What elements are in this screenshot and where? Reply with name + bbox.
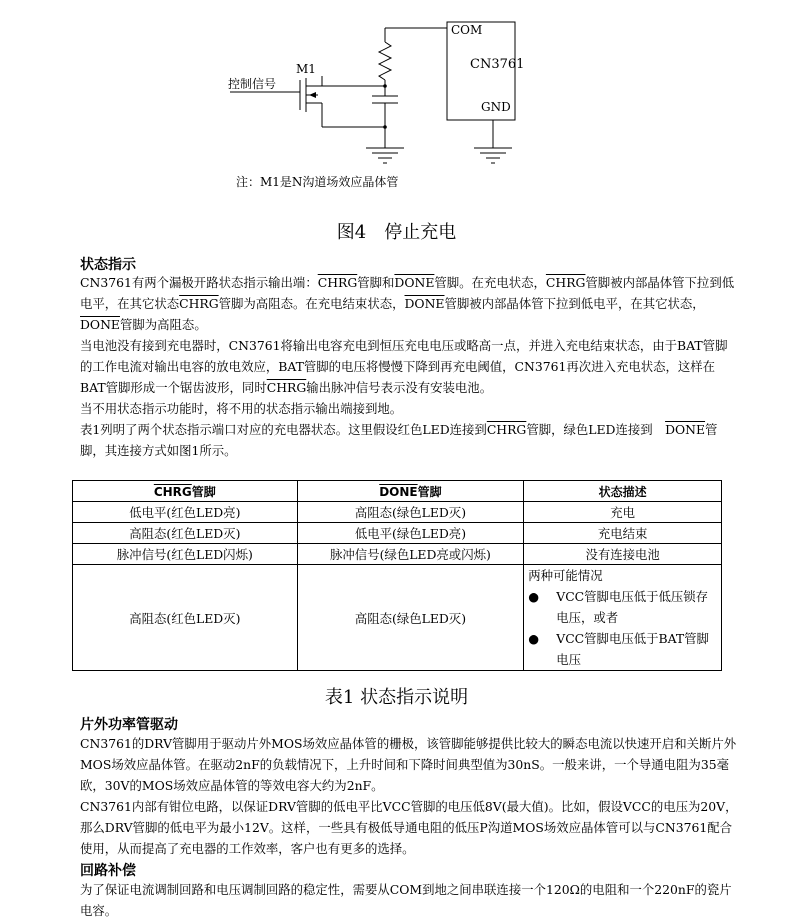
bullet-item: ● VCC管脚电压低于BAT管脚电压: [528, 628, 717, 670]
table-row: [73, 502, 722, 523]
figure-caption: 图4 停止充电: [336, 222, 457, 243]
driver-paragraph-1: CN3761的DRV管脚用于驱动片外MOS场效应晶体管的栅极，该管脚能够提供比较大的瞬态电流以快速开启和关断片外MOS场效应晶体管。在驱动2nF的负载情况下，上升时间和下降时间典型值为30nS。一般来讲，一个导通电阻为35毫欧，30V的MOS场效应晶体管的等效电容大约为2nF。: [80, 736, 737, 793]
status-paragraph-1: CN3761有两个漏极开路状态指示输出端：CHRG管脚和DONE管脚。在充电状态，CHRG管脚被内部晶体管下拉到低电平，在其它状态CHRG管脚为高阻态。在充电结束状态，DONE管脚被内部晶体管下拉到低电平，在其它状态， DONE管脚为高阻态。: [80, 275, 735, 332]
bullet-icon: ●: [528, 631, 540, 646]
table-cell: 低电平(绿色LED亮): [297, 523, 524, 544]
header-chrg: CHRG管脚: [73, 481, 298, 502]
table-cell: 脉冲信号(红色LED闪烁): [73, 544, 298, 565]
header-done: DONE管脚: [297, 481, 524, 502]
driver-paragraph-2: CN3761内部有钳位电路，以保证DRV管脚的低电平比VCC管脚的电压低8V(最大值)。比如，假设VCC的电压为20V，那么DRV管脚的低电平为最小12V。这样，一些具有极低导通电阻的低压P沟道MOS场效应晶体管可以与CN3761配合使用，从而提高了充电器的工作效率，客户也有更多的选择。: [80, 799, 738, 856]
done-pin-name: DONE: [80, 317, 120, 332]
table-cell: 高阻态(红色LED灭): [73, 523, 298, 544]
loop-section-title: 回路补偿: [80, 863, 136, 879]
figure-note: 注：M1是N沟道场效应晶体管: [236, 175, 399, 189]
status-section-title: 状态指示: [80, 257, 136, 273]
table-cell-description: [524, 565, 722, 671]
stop-charge-circuit: [0, 0, 793, 200]
resistor-symbol: [379, 42, 391, 80]
header-status: 状态描述: [524, 481, 722, 502]
done-pin-name: DONE: [665, 422, 706, 437]
chrg-pin-name: CHRG: [317, 275, 358, 290]
status-paragraph-2: 当电池没有接到充电器时，CN3761将输出电容充电到恒压充电电压或略高一点，并进入充电结束状态，由于BAT管脚的工作电流对输出电容的放电效应，BAT管脚的电压将慢慢下降到再充电阈值，CN3761再次进入充电状态，这样在BAT管脚形成一个锯齿波形，同时CHRG输出脉冲信号表示没有安装电池。: [80, 338, 728, 395]
bullet-item: ● VCC管脚电压低于低压锁存电压，或者: [528, 586, 717, 628]
status-paragraph-4: 表1列明了两个状态指示端口对应的充电器状态。这里假设红色LED连接到CHRG管脚，绿色LED连接到 DONE管脚，其连接方式如图1所示。: [80, 422, 718, 458]
chrg-pin-name: CHRG: [486, 422, 527, 437]
status-table: [72, 480, 722, 671]
table-cell: 高阻态(绿色LED灭): [297, 502, 524, 523]
table-cell: 充电: [524, 502, 722, 523]
table-cell: 脉冲信号(绿色LED亮或闪烁): [297, 544, 524, 565]
loop-paragraph-1: 为了保证电流调制回路和电压调制回路的稳定性，需要从COM到地之间串联连接一个120Ω的电阻和一个220nF的瓷片电容。: [80, 882, 732, 918]
gnd-label: GND: [481, 100, 511, 114]
table-cell: 充电结束: [524, 523, 722, 544]
table-cell: 高阻态(红色LED灭): [73, 565, 298, 671]
chip-label: CN3761: [470, 57, 525, 72]
table-cell: 低电平(红色LED亮): [73, 502, 298, 523]
table-row: [73, 544, 722, 565]
table-cell: 高阻态(绿色LED灭): [297, 565, 524, 671]
driver-section-title: 片外功率管驱动: [80, 717, 178, 733]
com-label: COM: [451, 23, 483, 37]
bullet-icon: ●: [528, 589, 540, 604]
chrg-pin-name: CHRG: [545, 275, 586, 290]
chrg-pin-name: CHRG: [266, 380, 307, 395]
mosfet-arrow: [309, 92, 316, 98]
description-intro: 两种可能情况: [528, 568, 603, 583]
table-row: [73, 523, 722, 544]
table-cell: 没有连接电池: [524, 544, 722, 565]
control-signal-label: 控制信号: [228, 77, 277, 91]
status-paragraph-3: 当不用状态指示功能时，将不用的状态指示输出端接到地。: [80, 401, 403, 416]
table-header-row: [73, 481, 722, 502]
table-row: [73, 565, 722, 671]
m1-label: M1: [296, 62, 316, 76]
done-pin-name: DONE: [394, 275, 435, 290]
table-caption: 表1 状态指示说明: [324, 687, 469, 708]
done-pin-name: DONE: [404, 296, 445, 311]
chrg-pin-name: CHRG: [179, 296, 219, 311]
